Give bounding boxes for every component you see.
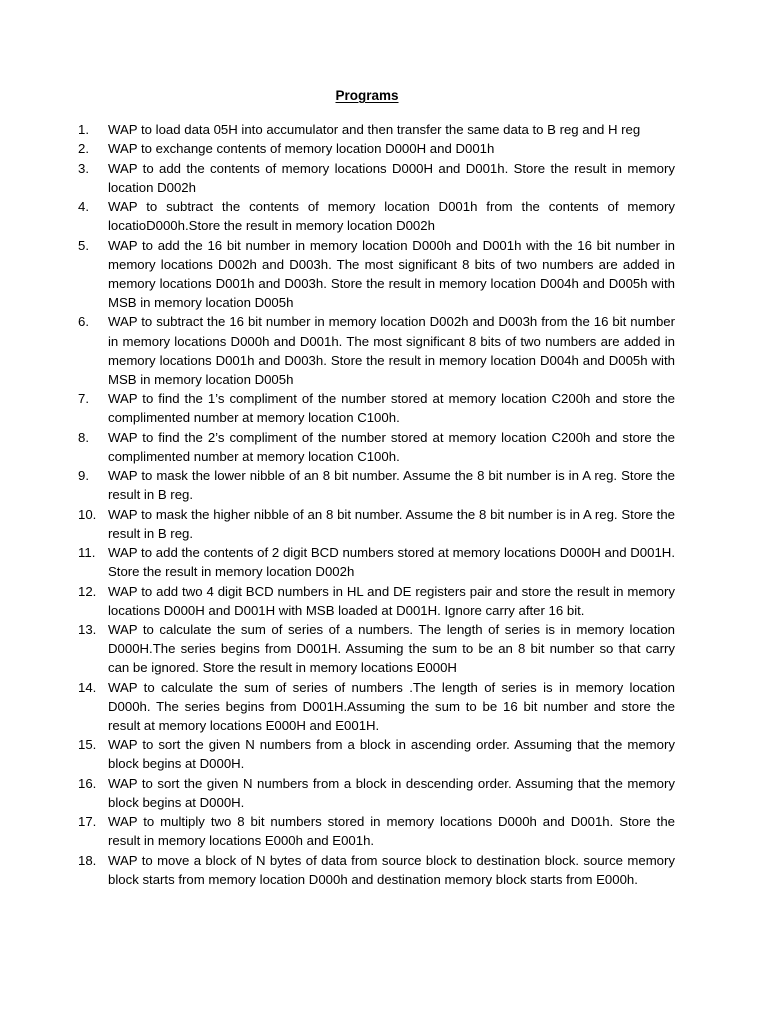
item-text: WAP to add the 16 bit number in memory location D000h and D001h with the 16 bit number in memory locations D002h and D003h. The most significant 8 bits of two numbers are added in memory locations D001h and D003h. Store the result in memory location D004h and D005h with MSB in memory location D005h: [108, 237, 675, 311]
item-text: WAP to sort the given N numbers from a block in ascending order. Assuming that the memory block begins at D000H.: [108, 737, 675, 772]
item-number: 4.: [78, 199, 89, 215]
item-text: WAP to sort the given N numbers from a block in descending order. Assuming that the memory block begins at D000H.: [108, 775, 675, 810]
list-item: [78, 812, 675, 850]
item-text: WAP to subtract the contents of memory location D001h from the contents of memory locatioD000h.Store the result in memory location D002h: [108, 199, 675, 234]
list-item: [78, 735, 675, 773]
list-item: [78, 543, 675, 581]
item-number: 15.: [78, 737, 97, 753]
list-item: [78, 236, 675, 312]
list-item: [78, 774, 675, 812]
list-item: [78, 678, 675, 735]
list-item: [78, 120, 675, 139]
item-text: WAP to exchange contents of memory location D000H and D001h: [108, 141, 495, 157]
list-item: [78, 159, 675, 197]
item-number: 18.: [78, 852, 97, 868]
item-number: 6.: [78, 314, 89, 330]
item-text: WAP to add the contents of memory locations D000H and D001h. Store the result in memory location D002h: [108, 160, 675, 195]
item-text: WAP to add the contents of 2 digit BCD numbers stored at memory locations D000H and D001H. Store the result in memory location D002h: [108, 545, 675, 580]
item-text: WAP to mask the lower nibble of an 8 bit number. Assume the 8 bit number is in A reg. Store the result in B reg.: [108, 468, 675, 503]
item-text: WAP to find the 1’s compliment of the number stored at memory location C200h and store the complimented number at memory location C100h.: [108, 391, 675, 426]
item-number: 7.: [78, 391, 89, 407]
page-title: Programs: [335, 88, 399, 103]
item-text: WAP to calculate the sum of series of numbers .The length of series is in memory location D000h. The series begins from D001H.Assuming the sum to be 16 bit number and store the result at memory locations E000H and E001H.: [108, 679, 675, 733]
item-text: WAP to mask the higher nibble of an 8 bit number. Assume the 8 bit number is in A reg. Store the result in B reg.: [108, 506, 675, 541]
item-text: WAP to load data 05H into accumulator and then transfer the same data to B reg and H reg: [108, 122, 641, 137]
list-item: [78, 851, 675, 889]
list-item: [78, 620, 675, 677]
item-text: WAP to add two 4 digit BCD numbers in HL and DE registers pair and store the result in memory locations D000H and D001H with MSB loaded at D001H. Ignore carry after 16 bit.: [108, 583, 675, 618]
list-item: [78, 505, 675, 543]
item-number: 8.: [78, 429, 89, 445]
list-item: [78, 312, 675, 388]
list-item: [78, 428, 675, 466]
item-number: 2.: [78, 141, 89, 157]
item-number: 5.: [78, 237, 89, 253]
item-number: 12.: [78, 583, 97, 599]
item-number: 3.: [78, 160, 89, 176]
item-number: 16.: [78, 775, 97, 791]
item-text: WAP to multiply two 8 bit numbers stored in memory locations D000h and D001h. Store the result in memory locations E000h and E001h.: [108, 814, 675, 849]
list-item: [78, 139, 675, 158]
item-number: 9.: [78, 468, 89, 484]
item-text: WAP to calculate the sum of series of a numbers. The length of series is in memory location D000H.The series begins from D001H. Assuming the sum to be an 8 bit number so that carry can be ignored. Store the result in memory locations E000H: [108, 622, 675, 676]
item-number: 1.: [78, 122, 89, 137]
list-item: [78, 466, 675, 504]
item-number: 11.: [78, 545, 96, 561]
item-text: WAP to move a block of N bytes of data from source block to destination block. source memory block starts from memory location D000h and destination memory block starts from E000h.: [108, 852, 675, 887]
program-list: [78, 120, 675, 889]
list-item: [78, 389, 675, 427]
item-number: 13.: [78, 622, 97, 637]
list-item: [78, 197, 675, 235]
item-text: WAP to find the 2’s compliment of the number stored at memory location C200h and store the complimented number at memory location C100h.: [108, 429, 675, 464]
item-text: WAP to subtract the 16 bit number in memory location D002h and D003h from the 16 bit number in memory locations D000h and D001h. The most significant 8 bits of two numbers are added in memory locations D001h and D003h. Store the result in memory location D004h and D005h with MSB in memory location D005h: [108, 314, 675, 387]
item-number: 17.: [78, 814, 97, 830]
item-number: 10.: [78, 506, 97, 522]
list-item: [78, 582, 675, 620]
item-number: 14.: [78, 679, 97, 695]
